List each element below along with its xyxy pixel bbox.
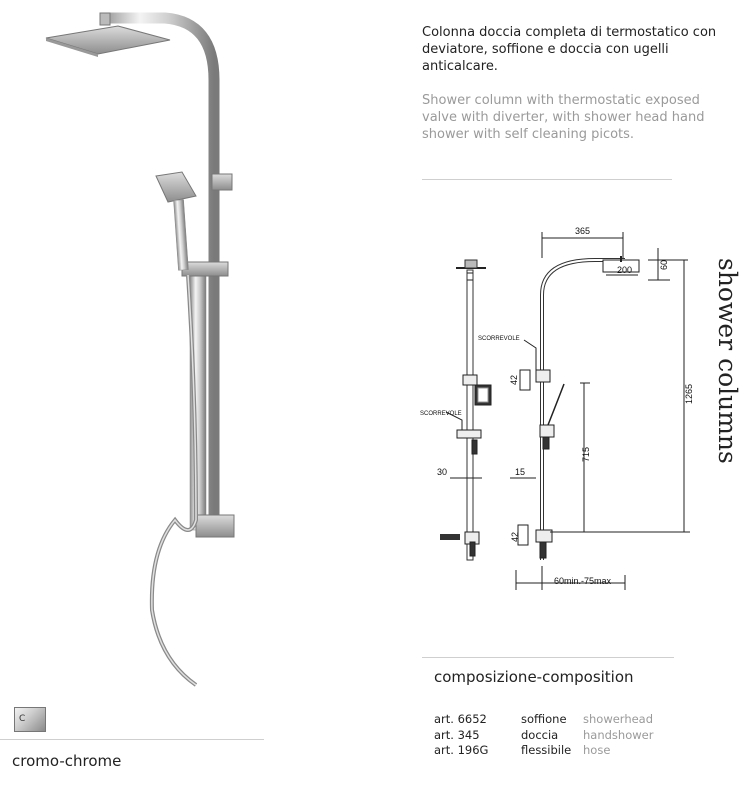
- article-code: art. 345: [434, 727, 480, 742]
- divider: [0, 739, 264, 740]
- product-illustration: [0, 0, 300, 700]
- article-code: art. 6652: [434, 712, 487, 726]
- part-name-english: showerhead: [583, 712, 654, 726]
- dim-range: 60min.-75max: [554, 576, 612, 586]
- label-scorrevole-right: SCORREVOLE: [478, 336, 520, 342]
- dim-42-bottom: 42: [510, 531, 520, 542]
- sliding-bracket: [182, 262, 228, 276]
- dim-60: 60: [659, 259, 669, 270]
- part-name-italian: doccia: [521, 727, 559, 742]
- part-name-english: hose: [583, 743, 611, 757]
- composition-title: composizione-composition: [434, 668, 634, 686]
- article-code: art. 196G: [434, 743, 489, 757]
- part-name-italian: soffione: [521, 712, 567, 726]
- dim-42-top: 42: [509, 374, 519, 385]
- dim-30: 30: [437, 467, 448, 477]
- thermostatic-valve-icon: [196, 515, 234, 537]
- table-row: [434, 743, 653, 759]
- description-italian: Colonna doccia completa di termostatico con deviatore, soffione e doccia con ugelli anticalcare.: [422, 25, 717, 74]
- divider: [422, 179, 672, 180]
- category-title-text: shower columns: [713, 258, 742, 464]
- diverter-icon: [212, 174, 232, 190]
- handshower-icon: [156, 172, 196, 270]
- dim-15: 15: [515, 467, 526, 477]
- finish-code: C: [19, 714, 26, 724]
- technical-drawing: [420, 220, 710, 600]
- part-name-italian: flessibile: [521, 743, 572, 757]
- hose: [152, 275, 196, 685]
- table-row: [434, 728, 653, 744]
- showerhead-icon: [46, 26, 170, 57]
- divider: [422, 657, 674, 658]
- label-scorrevole-left: SCORREVOLE: [420, 411, 462, 417]
- dim-200: 200: [617, 265, 633, 275]
- category-title: [706, 258, 746, 478]
- composition-table: [434, 712, 653, 759]
- part-name-english: handshower: [583, 727, 654, 742]
- dim-1265: 1265: [684, 383, 694, 404]
- description-english: Shower column with thermostatic exposed valve with diverter, with shower head hand shower with self cleaning picots.: [422, 93, 705, 142]
- dim-365: 365: [575, 226, 591, 236]
- dim-715: 715: [581, 446, 591, 462]
- table-row: [434, 712, 653, 728]
- finish-label: cromo-chrome: [12, 752, 122, 770]
